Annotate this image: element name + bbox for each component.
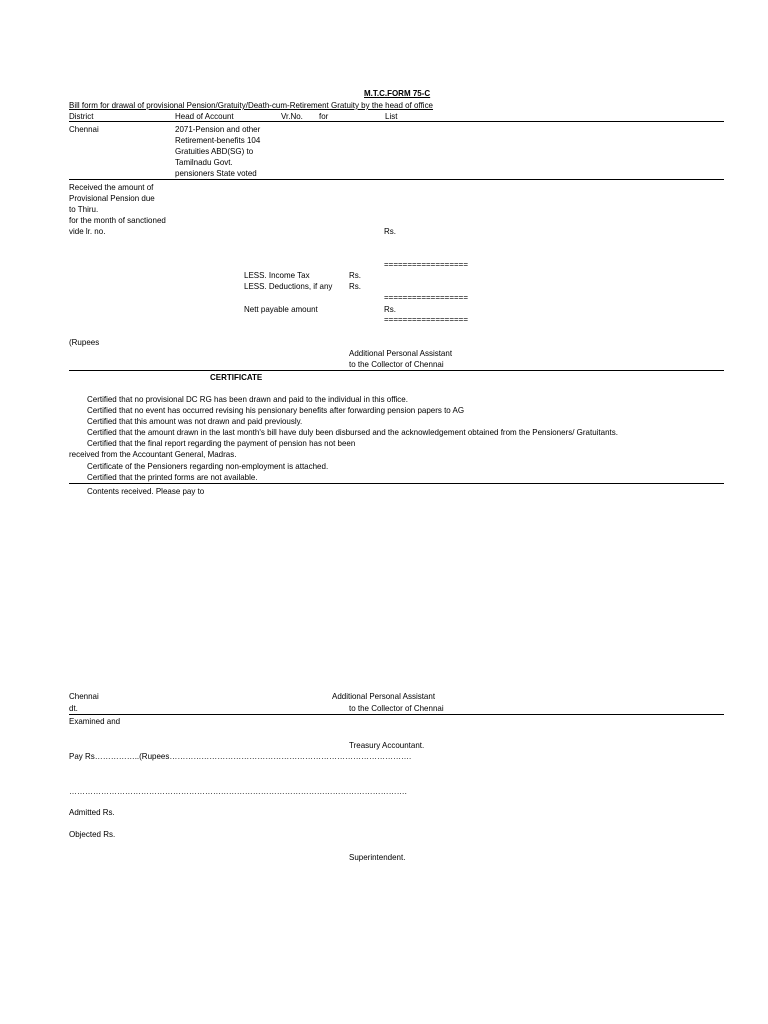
deductions-rs-label: Rs. <box>349 281 361 291</box>
income-tax-rs-label: Rs. <box>349 270 361 280</box>
divider <box>69 714 724 715</box>
head-of-account-line: Gratuities ABD(SG) to <box>175 146 254 156</box>
col-district: District <box>69 111 94 121</box>
equals-rule: ================== <box>384 314 468 324</box>
less-income-tax: LESS. Income Tax <box>244 270 310 280</box>
certificate-line: Certified that the printed forms are not available. <box>87 472 258 482</box>
received-line: to Thiru. <box>69 204 99 214</box>
col-for: for <box>319 111 329 121</box>
certificate-line: Contents received. Please pay to <box>87 486 205 496</box>
head-of-account-line: Retirement-benefits 104 <box>175 135 261 145</box>
head-of-account-line: 2071-Pension and other <box>175 124 261 134</box>
certificate-line: Certified that the final report regarding the payment of pension has not been <box>87 438 356 448</box>
date-label: dt. <box>69 703 78 713</box>
signatory-line: to the Collector of Chennai <box>349 359 444 369</box>
col-head-of-account: Head of Account <box>175 111 234 121</box>
received-line: for the month of sanctioned <box>69 215 166 225</box>
admitted-label: Admitted Rs. <box>69 807 115 817</box>
divider <box>69 179 724 180</box>
dots-line: ………………………………………………………………………………………………………………. <box>69 786 407 796</box>
head-of-account-line: pensioners State voted <box>175 168 257 178</box>
nett-rs-label: Rs. <box>384 304 396 314</box>
gross-rs-label: Rs. <box>384 226 396 236</box>
certificate-line: Certified that this amount was not drawn and paid previously. <box>87 416 303 426</box>
district-value: Chennai <box>69 124 99 134</box>
treasury-accountant: Treasury Accountant. <box>349 740 425 750</box>
rupees-open: (Rupees <box>69 337 100 347</box>
form-title: Bill form for drawal of provisional Pension/Gratuity/Death-cum-Retirement Gratuity by the head of office <box>69 100 434 110</box>
certificate-line: Certified that the amount drawn in the last month's bill have duly been disbursed and the acknowledgement obtained from the Pensioners/ Gratuitants. <box>87 427 618 437</box>
form-number: M.T.C.FORM 75-C <box>364 88 431 98</box>
nett-payable-label: Nett payable amount <box>244 304 318 314</box>
place-label: Chennai <box>69 691 99 701</box>
equals-rule: ================== <box>384 292 468 302</box>
divider <box>69 483 724 484</box>
certificate-line: received from the Accountant General, Madras. <box>69 449 237 459</box>
certificate-line: Certified that no event has occurred revising his pensionary benefits after forwarding pension papers to AG <box>87 405 465 415</box>
superintendent-label: Superintendent. <box>349 852 406 862</box>
certificate-line: Certified that no provisional DC RG has been drawn and paid to the individual in this office. <box>87 394 408 404</box>
col-vr-no: Vr.No. <box>281 111 303 121</box>
certificate-line: Certificate of the Pensioners regarding non-employment is attached. <box>87 461 329 471</box>
certificate-heading: CERTIFICATE <box>210 372 263 382</box>
received-line: Provisional Pension due <box>69 193 155 203</box>
equals-rule: ================== <box>384 259 468 269</box>
signatory-line: Additional Personal Assistant <box>349 348 453 358</box>
signatory-line: Additional Personal Assistant <box>332 691 436 701</box>
head-of-account-line: Tamilnadu Govt. <box>175 157 233 167</box>
examined-label: Examined and <box>69 716 121 726</box>
received-line: Received the amount of <box>69 182 154 192</box>
col-list: List <box>385 111 398 121</box>
objected-label: Objected Rs. <box>69 829 116 839</box>
signatory-line: to the Collector of Chennai <box>349 703 444 713</box>
pay-line: Pay Rs……………..(Rupees………………………………………………………………………………. <box>69 751 412 761</box>
received-line: vide lr. no. <box>69 226 106 236</box>
less-deductions: LESS. Deductions, if any <box>244 281 333 291</box>
divider <box>69 121 724 122</box>
divider <box>69 370 724 371</box>
